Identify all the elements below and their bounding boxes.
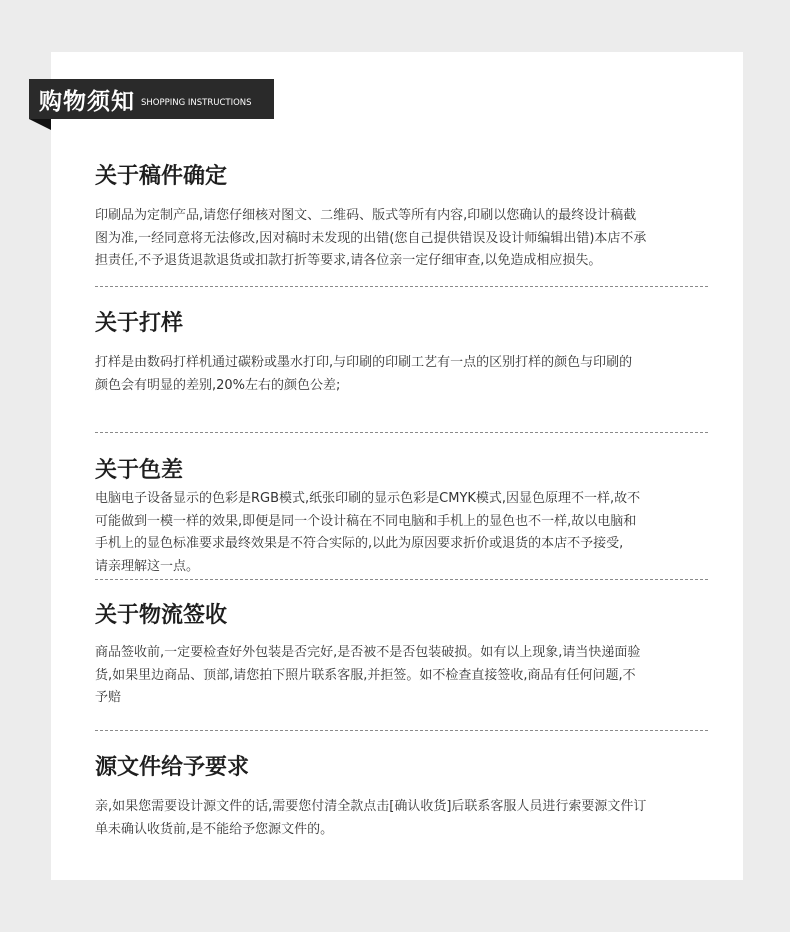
section-divider xyxy=(95,579,708,580)
section-line: 图为准,一经同意将无法修改,因对稿时未发现的出错(您自己提供错误及设计师编辑出错)本店不承 xyxy=(95,230,647,246)
section-line: 货,如果里边商品、顶部,请您拍下照片联系客服,并拒签。如不检查直接签收,商品有任何问题,不 xyxy=(95,667,636,683)
section-line: 手机上的显色标准要求最终效果是不符合实际的,以此为原因要求折价或退货的本店不予接受, xyxy=(95,536,624,551)
section-line: 电脑电子设备显示的色彩是RGB模式,纸张印刷的显示色彩是CMYK模式,因显色原理不一样,故不 xyxy=(95,491,641,506)
section-logistics-receipt xyxy=(95,601,725,710)
section-line: 单未确认收货前,是不能给予您源文件的。 xyxy=(95,821,334,837)
section-title: 关于色差 xyxy=(95,458,184,483)
section-line: 商品签收前,一定要检查好外包装是否完好,是否被不是否包装破损。如有以上现象,请当快递面验 xyxy=(95,645,641,660)
header-ribbon xyxy=(29,79,274,119)
section-proofing xyxy=(95,309,725,397)
header-title: 购物须知 xyxy=(39,88,135,115)
section-line: 颜色会有明显的差别,20%左右的颜色公差; xyxy=(95,377,341,393)
section-title: 关于物流签收 xyxy=(95,603,228,628)
section-line: 担责任,不予退货退款退货或扣款打折等要求,请各位亲一定仔细审查,以免造成相应损失。 xyxy=(95,253,602,268)
section-line: 亲,如果您需要设计源文件的话,需要您付清全款点击[确认收货]后联系客服人员进行索要源文件订 xyxy=(95,799,647,814)
section-manuscript-confirm xyxy=(95,162,725,273)
section-title: 源文件给予要求 xyxy=(95,755,250,780)
section-divider xyxy=(95,432,708,433)
header-subtitle: SHOPPING INSTRUCTIONS xyxy=(141,98,252,108)
section-title: 关于打样 xyxy=(95,311,184,336)
section-line: 可能做到一模一样的效果,即便是同一个设计稿在不同电脑和手机上的显色也不一样,故以电脑和 xyxy=(95,513,637,529)
section-line: 打样是由数码打样机通过碳粉或墨水打印,与印刷的印刷工艺有一点的区别打样的颜色与印刷的 xyxy=(95,355,633,370)
section-divider xyxy=(95,730,708,731)
section-source-files xyxy=(95,753,725,841)
ribbon-fold-shadow xyxy=(29,119,51,130)
section-divider xyxy=(95,286,708,287)
section-line: 印刷品为定制产品,请您仔细核对图文、二维码、版式等所有内容,印刷以您确认的最终设计稿截 xyxy=(95,208,637,223)
section-color-difference xyxy=(95,456,725,578)
section-line: 请亲理解这一点。 xyxy=(95,558,200,574)
section-line: 予赔 xyxy=(95,690,122,705)
section-title: 关于稿件确定 xyxy=(95,164,228,189)
